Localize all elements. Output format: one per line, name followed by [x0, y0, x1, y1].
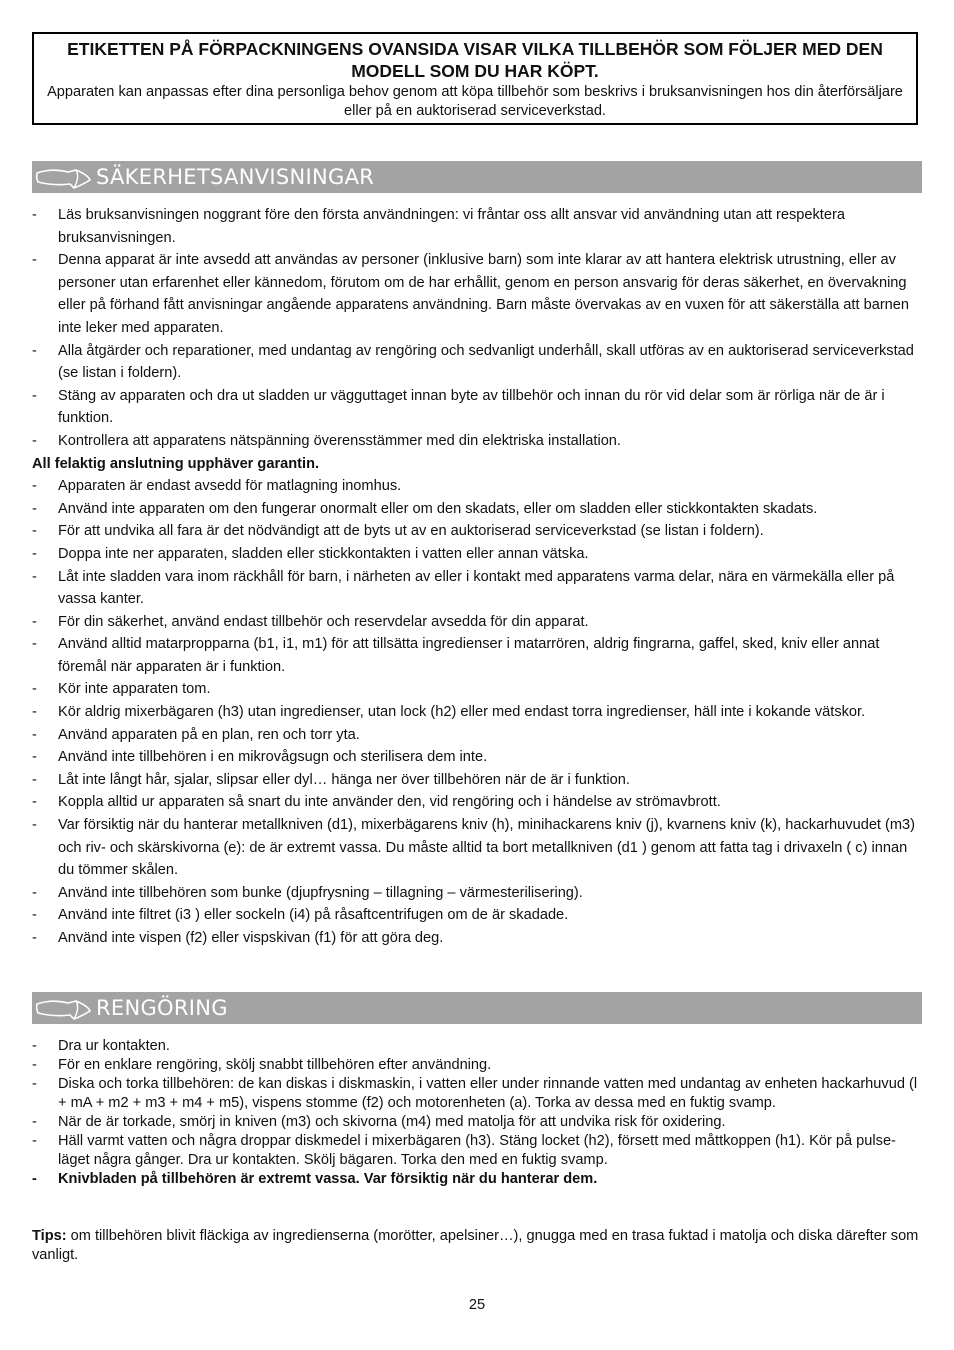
list-item: - När de är torkade, smörj in kniven (m3) och skivorna (m4) med matolja för att undvika risk för oxidering.	[32, 1113, 922, 1132]
safety-section-title: SÄKERHETSANVISNINGAR	[96, 165, 375, 189]
list-item: - Apparaten är endast avsedd för matlagning inomhus.	[32, 475, 922, 498]
list-item: - Knivbladen på tillbehören är extremt vassa. Var försiktig när du hanterar dem.	[32, 1170, 922, 1189]
list-item: - För din säkerhet, använd endast tillbehör och reservdelar avsedda för din apparat.	[32, 611, 922, 634]
safety-list	[32, 204, 922, 950]
list-item: - Använd inte tillbehören i en mikrovågsugn och sterilisera dem inte.	[32, 746, 922, 769]
list-item: - Låt inte långt hår, sjalar, slipsar eller dyl… hänga ner över tillbehören när de är i funktion.	[32, 769, 922, 792]
tips-paragraph	[32, 1227, 922, 1265]
list-item: - Kör aldrig mixerbägaren (h3) utan ingredienser, utan lock (h2) eller med endast torra ingredienser, häll inte i kokande vätskor.	[32, 701, 922, 724]
list-item: - Använd inte apparaten om den fungerar onormalt eller om den skadats, eller om sladden eller stickkontakten skadats.	[32, 498, 922, 521]
list-item: - För en enklare rengöring, skölj snabbt tillbehören efter användning.	[32, 1056, 922, 1075]
list-item: - Låt inte sladden vara inom räckhåll för barn, i närheten av eller i kontakt med apparatens varma delar, nära en värmekälla eller på vassa kanter.	[32, 566, 922, 611]
cleaning-list	[32, 1037, 922, 1189]
list-item: All felaktig anslutning upphäver garantin.	[32, 455, 320, 472]
list-item: - Använd apparaten på en plan, ren och torr yta.	[32, 724, 922, 747]
page-number: 25	[468, 1297, 486, 1313]
tips-label: Tips:	[32, 1228, 67, 1244]
list-item: - Var försiktig när du hanterar metallkniven (d1), mixerbägarens kniv (h), minihackarens kniv (j), kvarnens kniv (k), hackarhuvudet (m3) och riv- och skärskivorna (e): de är extremt vassa. Du måste alltid ta bort metallkniven (d1 ) genom att fatta tag i drivaxeln ( c) innan du tömmer skålen.	[32, 814, 922, 882]
arrow-icon	[34, 995, 92, 1021]
list-item: - Använd inte tillbehören som bunke (djupfrysning – tillagning – värmesterilisering).	[32, 882, 922, 905]
tips-text: om tillbehören blivit fläckiga av ingredienserna (morötter, apelsiner…), gnugga med en trasa fuktad i matolja och diska därefter som vanligt.	[32, 1228, 919, 1263]
list-item: - Denna apparat är inte avsedd att användas av personer (inklusive barn) som inte klarar av att hantera elektrisk utrustning, eller av personer utan erfarenhet eller kännedom, förutom om de har erhållit, genom en person ansvarig för deras säkerhet, en övervakning eller på förhand fått anvisningar angående apparatens användning. Barn måste övervakas av en vuxen för att säkerställa att barnen inte leker med apparaten.	[32, 249, 922, 339]
notice-title: ETIKETTEN PÅ FÖRPACKNINGENS OVANSIDA VISAR VILKA TILLBEHÖR SOM FÖLJER MED DEN MODELL SOM DU HAR KÖPT.	[67, 39, 883, 81]
list-item: - Stäng av apparaten och dra ut sladden ur vägguttaget innan byte av tillbehör och innan du rör vid delar som är rörliga när de är i funktion.	[32, 385, 922, 430]
cleaning-section-title: RENGÖRING	[96, 996, 228, 1020]
list-item: - Läs bruksanvisningen noggrant före den första användningen: vi fråntar oss allt ansvar vid användning utan att respektera bruksanvisningen.	[32, 204, 922, 249]
list-item: - Dra ur kontakten.	[32, 1037, 922, 1056]
list-item: - Använd alltid matarpropparna (b1, i1, m1) för att tillsätta ingredienser i matarrören, aldrig fingrarna, gaffel, sked, kniv eller annat föremål när apparaten är i funktion.	[32, 633, 922, 678]
accessory-notice-box	[32, 32, 918, 125]
list-item: - Häll varmt vatten och några droppar diskmedel i mixerbägaren (h3). Stäng locket (h2), försett med måttkoppen (h1). Kör på pulse-läget några gånger. Dra ur kontakten. Skölj bägaren. Torka den med en fuktig svamp.	[32, 1132, 922, 1170]
list-item: - Doppa inte ner apparaten, sladden eller stickkontakten i vatten eller annan vätska.	[32, 543, 922, 566]
cleaning-section-header	[32, 992, 922, 1024]
list-item: - Kör inte apparaten tom.	[32, 678, 922, 701]
notice-body: Apparaten kan anpassas efter dina personliga behov genom att köpa tillbehör som beskrivs i bruksanvisningen hos din återförsäljare eller på en auktoriserad serviceverkstad.	[47, 84, 903, 119]
safety-section-header	[32, 161, 922, 193]
list-item: - Använd inte filtret (i3 ) eller sockeln (i4) på råsaftcentrifugen om de är skadade.	[32, 904, 922, 927]
list-item: - Alla åtgärder och reparationer, med undantag av rengöring och sedvanligt underhåll, skall utföras av en auktoriserad serviceverkstad (se listan i foldern).	[32, 340, 922, 385]
list-item: - Diska och torka tillbehören: de kan diskas i diskmaskin, i vatten eller under rinnande vatten med undantag av enheten hackarhuvud (l + mA + m2 + m3 + m4 + m5), vispens stomme (f2) och motorenheten (a). Torka av dessa med en fuktig svamp.	[32, 1075, 922, 1113]
arrow-icon	[34, 164, 92, 190]
list-item: - Använd inte vispen (f2) eller vispskivan (f1) för att göra deg.	[32, 927, 922, 950]
list-item: - För att undvika all fara är det nödvändigt att de byts ut av en auktoriserad serviceverkstad (se listan i foldern).	[32, 520, 922, 543]
list-item: - Koppla alltid ur apparaten så snart du inte använder den, vid rengöring och i händelse av strömavbrott.	[32, 791, 922, 814]
list-item: - Kontrollera att apparatens nätspänning överensstämmer med din elektriska installation.	[32, 430, 922, 453]
